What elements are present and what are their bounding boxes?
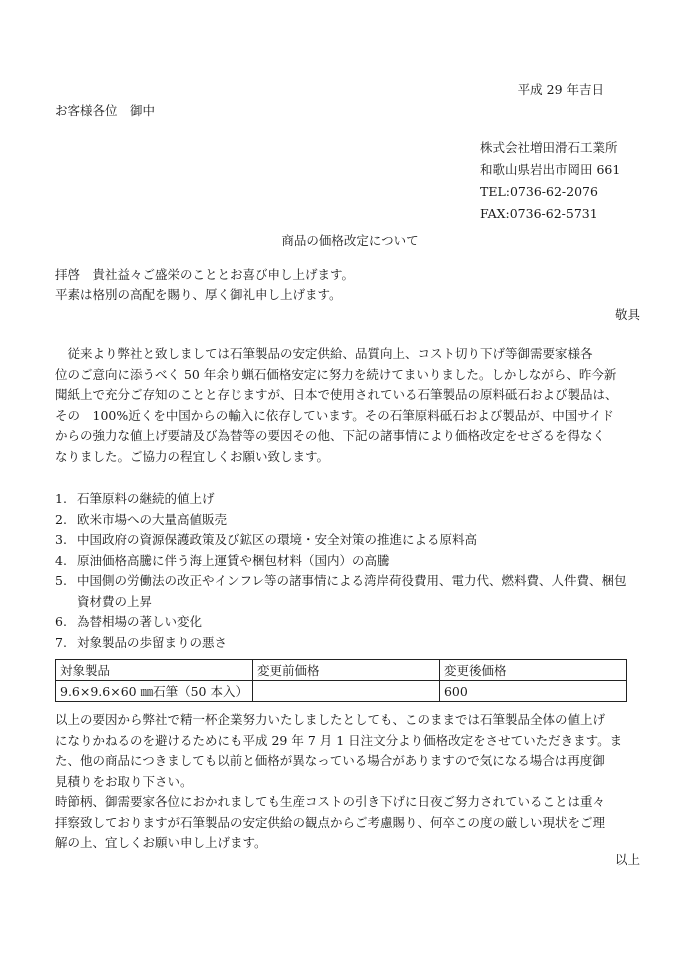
list-item: 2. 欧米市場への大量高値販売: [55, 511, 228, 527]
closing-line: 時節柄、御需要家各位におかれましても生産コストの引き下げに日夜ご努力されていることは重々: [55, 794, 606, 809]
company-address: 和歌山県岩出市岡田 661: [480, 162, 621, 177]
reason-list: [55, 489, 635, 653]
closing-line: 拝察致しておりますが石筆製品の安定供給の観点からご考慮賜り、何卒この度の厳しい現状をご理: [55, 814, 606, 830]
greeting-line: 拝啓 貴社益々ご盛栄のこととお喜び申し上げます。: [55, 267, 355, 282]
list-item: 7. 対象製品の歩留まりの悪さ: [55, 634, 228, 650]
closing-salutation: 敬具: [614, 307, 640, 322]
document-title: 商品の価格改定について: [281, 233, 419, 248]
greeting-block: [55, 265, 354, 305]
body-line: なりました。ご協力の程宜しくお願い致します。: [55, 448, 330, 464]
closing-line: 以上の要因から弊社で精一杯企業努力いたしましたとしても、このままでは石筆製品全体の値上げ: [55, 712, 606, 727]
body-line: その 100%近くを中国からの輸入に依存しています。その石筆原料砥石および製品が、中国サイド: [55, 407, 614, 423]
list-item: 1. 石筆原料の継続的値上げ: [55, 491, 215, 506]
final-word: 以上: [614, 852, 640, 867]
column-header: 変更前価格: [252, 660, 439, 681]
body-paragraph: [55, 344, 635, 467]
price-table: [55, 659, 627, 702]
table-cell: 600: [439, 681, 626, 702]
closing-line: 見積りをお取り下さい。: [55, 773, 193, 789]
body-line: 聞紙上で充分ご存知のことと存じますが、日本で使用されている石筆製品の原料砥石および製品は、: [55, 387, 618, 402]
sender-block: [480, 137, 620, 225]
table-header-row: [56, 660, 627, 681]
closing-line: になりかねるのを避けるためにも平成 29 年 7 月 1 日注文分より価格改定をさせていただきます。ま: [55, 732, 623, 748]
company-name: 株式会社増田滑石工業所: [480, 140, 618, 155]
closing-paragraph: [55, 710, 635, 854]
greeting-line: 平素は格別の高配を賜り、厚く御礼申し上げます。: [55, 287, 342, 302]
body-line: 従来より弊社と致しましては石筆製品の安定供給、品質向上、コスト切り下げ等御需要家様各: [55, 346, 593, 361]
table-row: [56, 681, 627, 702]
body-line: 位のご意向に添うべく 50 年余り蝋石価格安定に努力を続けてまいりました。しかしながら、昨今新: [55, 366, 617, 382]
document-date: 平成 29 年吉日: [517, 82, 604, 97]
closing-line: た、他の商品につきましても以前と価格が異なっている場合がありますので気になる場合は再度御: [55, 753, 605, 768]
column-header: 変更後価格: [439, 660, 626, 681]
table-cell: [252, 681, 439, 702]
table-cell: 9.6×9.6×60 ㎜石筆（50 本入）: [56, 681, 253, 702]
list-item: 4. 原油価格高騰に伴う海上運賃や梱包材料（国内）の高騰: [55, 552, 390, 568]
addressee: お客様各位 御中: [55, 103, 156, 118]
list-item: 5. 中国側の労働法の改正やインフレ等の諸事情による湾岸荷役費用、電力代、燃料費、人件費、梱包資材費の上昇: [55, 573, 627, 609]
company-fax: FAX:0736-62-5731: [480, 206, 598, 221]
company-tel: TEL:0736-62-2076: [480, 184, 598, 199]
body-line: からの強力な値上げ要請及び為替等の要因その他、下記の諸事情により価格改定をせざるを得なく: [55, 428, 606, 443]
column-header: 対象製品: [56, 660, 253, 681]
closing-line: 解の上、宜しくお願い申し上げます。: [55, 835, 267, 850]
list-item: 3. 中国政府の資源保護政策及び鉱区の環境・安全対策の推進による原料高: [55, 532, 478, 547]
list-item: 6. 為替相場の著しい変化: [55, 614, 203, 629]
